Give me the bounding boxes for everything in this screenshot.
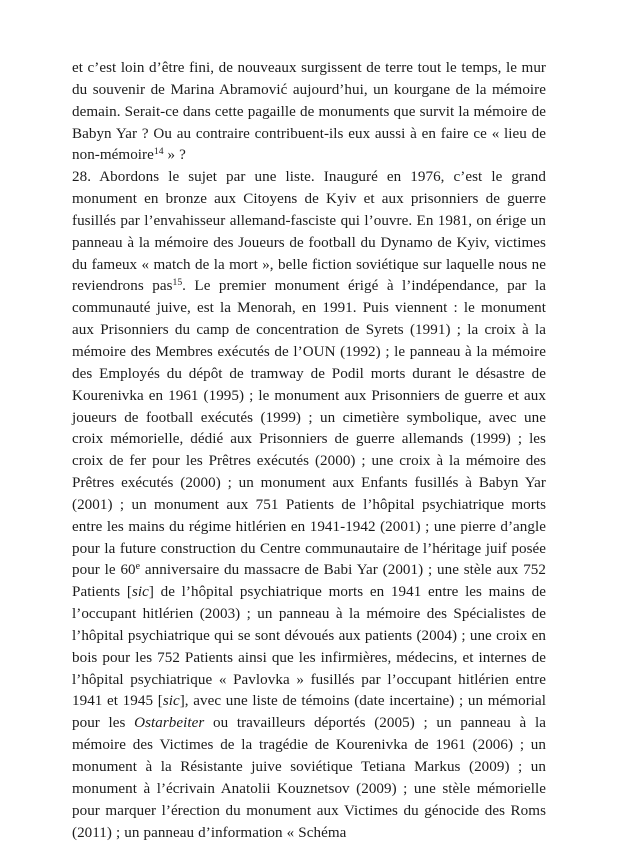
sic-annotation-second: sic <box>162 693 180 710</box>
ordinal-superscript-e: e <box>135 561 141 573</box>
foreign-term-ostarbeiter: Ostarbeiter <box>134 715 205 732</box>
footnote-marker-15[interactable]: 15 <box>172 277 183 289</box>
paragraph-text-segment: ] de l’hôpital psychiatrique morts en 1941 entre les mains de l’occupant hitlérien (2003) ; un panneau à la mémoire des Spécialistes de l’hôpital psychiatrique qui se sont dévoués aux patients (2004) ; une croix en bois pour les 752 Patients ainsi que les infirmières, médecins, et internes de l’hôpital psychiatrique « Pavlovka » fusillés par l’occupant hitlérien entre 1941 et 1945 [ <box>72 584 546 710</box>
body-text-block <box>72 58 546 844</box>
paragraph-text-segment: ou travailleurs déportés (2005) ; un panneau à la mémoire des Victimes de la tragédie de Kourenivka de 1961 (2006) ; un monument à la Résistante juive soviétique Tetiana Markus (2009) ; un monument à l’écrivain Anatolii Kouznetsov (2009) ; une stèle mémorielle pour marquer l’érection du monument aux Victimes du génocide des Roms (2011) ; un panneau d’information « Schéma <box>72 715 546 841</box>
paragraph-28 <box>72 167 546 844</box>
paragraph-text-segment: 28. Abordons le sujet par une liste. Inauguré en 1976, c’est le grand monument en bronze aux Citoyens de Kyiv et aux prisonniers de guerre fusillés par l’envahisseur allemand-fasciste qui l’ouvre. En 1981, on érige un panneau à la mémoire des Joueurs de football du Dynamo de Kyiv, victimes du fameux « match de la mort », belle fiction soviétique sur laquelle nous ne reviendrons pas <box>72 169 546 295</box>
paragraph-text-segment: . Le premier monument érigé à l’indépendance, par la communauté juive, est la Menorah, en 1991. Puis viennent : le monument aux Prisonniers du camp de concentration de Syrets (1991) ; la croix à la mémoire des Membres exécutés de l’OUN (1992) ; le panneau à la mémoire des Employés du dépôt de tramway de Podil morts durant le désastre de Kourenivka en 1961 (1995) ; le monument aux Prisonniers de guerre et aux joueurs de football exécutés (1999) ; un cimetière symbolique, avec une croix mémorielle, dédié aux Prisonniers de guerre allemands (1999) ; les croix de fer pour les Prêtres exécutés (2000) ; une croix à la mémoire des Prêtres exécutés (2000) ; un monument aux Enfants fusillés à Babyn Yar (2001) ; un monument aux 751 Patients de l’hôpital psychiatrique morts entre les mains du régime hitlérien en 1941-1942 (2001) ; une pierre d’angle pour la future construction du Centre communautaire de l’héritage juif posée pour le 60 <box>72 278 546 579</box>
paragraph-text-segment: » ? <box>163 147 186 164</box>
paragraph-text-segment: et c’est loin d’être fini, de nouveaux surgissent de terre tout le temps, le mur du souvenir de Marina Abramović aujourd’hui, un kourgane de la mémoire demain. Serait-ce dans cette pagaille de monuments que survit la mémoire de Babyn Yar ? Ou au contraire contribuent-ils eux aussi à en faire ce « lieu de non-mémoire <box>72 60 546 164</box>
paragraph-text-segment: ], avec une liste de témoins (date incertaine) ; un mémorial pour les <box>72 693 547 732</box>
sic-annotation-first: sic <box>131 584 149 601</box>
footnote-marker-14[interactable]: 14 <box>153 146 164 158</box>
paragraph-text-segment: anniversaire du massacre de Babi Yar (2001) ; une stèle aux 752 Patients [ <box>72 562 546 601</box>
paragraph-continuation <box>72 58 546 167</box>
